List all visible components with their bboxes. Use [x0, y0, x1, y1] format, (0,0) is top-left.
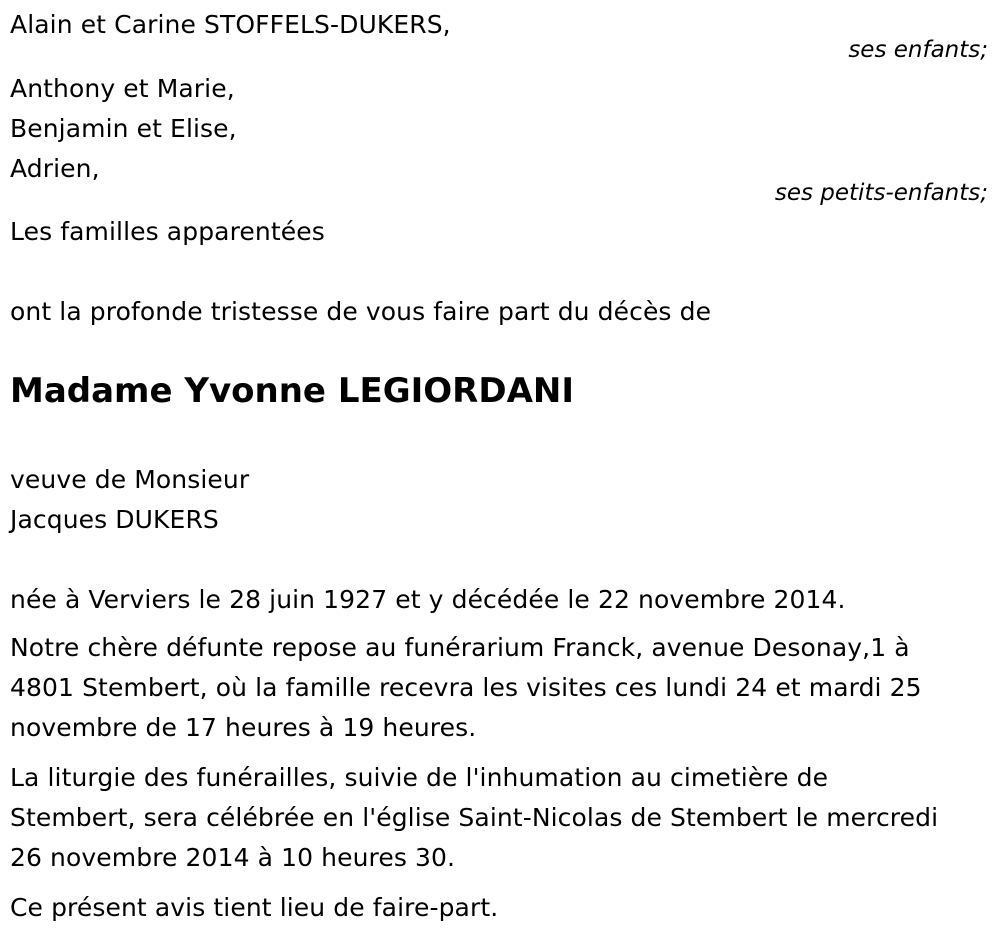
- grandchild-line: Anthony et Marie,: [10, 74, 235, 103]
- grandchild-line: Benjamin et Elise,: [10, 114, 237, 143]
- families-line: Les familles apparentées: [10, 217, 325, 246]
- widow-of-line: veuve de Monsieur: [10, 465, 250, 494]
- grandchildren-role: ses petits-enfants;: [774, 180, 988, 206]
- deceased-name: Madame Yvonne LEGIORDANI: [10, 371, 575, 411]
- visitation-line: Notre chère défunte repose au funérarium Franck, avenue Desonay,1 à: [10, 633, 910, 662]
- grandchild-line: Adrien,: [10, 154, 100, 183]
- funeral-line: 26 novembre 2014 à 10 heures 30.: [10, 843, 456, 872]
- birth-death-line: née à Verviers le 28 juin 1927 et y décédée le 22 novembre 2014.: [10, 585, 846, 614]
- visitation-line: 4801 Stembert, où la famille recevra les visites ces lundi 24 et mardi 25: [10, 673, 922, 702]
- funeral-line: Stembert, sera célébrée en l'église Saint-Nicolas de Stembert le mercredi: [10, 803, 939, 832]
- funeral-line: La liturgie des funérailles, suivie de l'inhumation au cimetière de: [10, 763, 829, 792]
- announcement-line: ont la profonde tristesse de vous faire part du décès de: [10, 297, 712, 326]
- visitation-line: novembre de 17 heures à 19 heures.: [10, 713, 477, 742]
- children-role: ses enfants;: [848, 37, 988, 63]
- children-names: Alain et Carine STOFFELS-DUKERS,: [10, 10, 451, 39]
- closing-line: Ce présent avis tient lieu de faire-part.: [10, 893, 499, 922]
- widow-of-line: Jacques DUKERS: [10, 505, 219, 534]
